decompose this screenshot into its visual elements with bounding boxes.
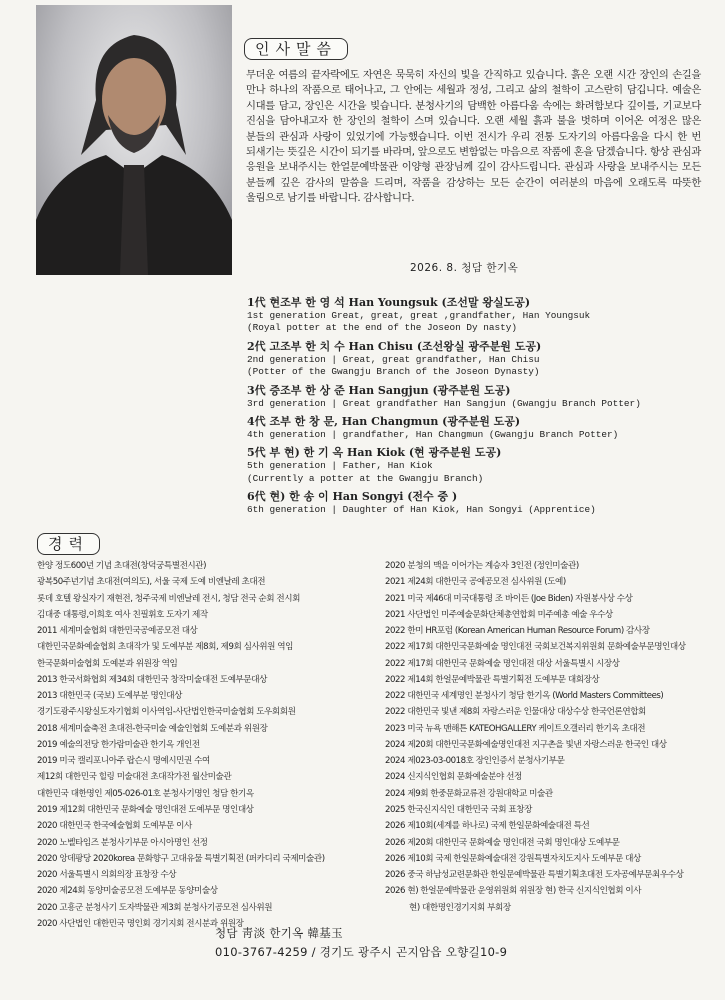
career-item: 2024 신지식인협회 문화예술분야 선정 — [385, 772, 522, 783]
career-item: 2020 제24회 동양미술공모전 도예부문 동양미술상 — [37, 886, 218, 897]
lineage-heading: 1代 현조부 한 영 석 Han Youngsuk (조선말 왕실도공) — [247, 296, 531, 309]
lineage-detail: 1st generation Great, great, great ,grandfather, Han Youngsuk — [247, 310, 591, 321]
lineage-entry-6 — [247, 489, 707, 516]
lineage-heading: 6代 현) 한 송 이 Han Songyi (전수 중 ) — [247, 490, 458, 504]
career-list-right — [385, 558, 720, 916]
career-item: 2022 제14회 한얼문예박물관 특별기획전 도예부문 대회장상 — [385, 674, 600, 685]
career-item: 2019 예술의전당 한가람미술관 한기옥 개인전 — [37, 739, 200, 750]
career-item: 제12회 대한민국 힐링 미술대전 초대작가전 월산미술관 — [37, 772, 232, 783]
artist-portrait-photo — [36, 5, 232, 275]
lineage-detail: (Royal potter at the end of the Joseon Dy nasty) — [247, 322, 518, 334]
lineage-heading: 5代 부 현) 한 기 옥 Han Kiok (현 광주분원 도공) — [247, 446, 502, 460]
lineage-heading: 3代 증조부 한 상 준 Han Sangjun (광주분원 도공) — [247, 383, 511, 397]
career-item: 2026 중국 하남성교련문화관 한일문예박물관 특별기획초대전 도자공예부문최우수상 — [385, 870, 684, 881]
career-section-title: 경력 — [37, 533, 100, 555]
career-item: 대한민국 대한명인 제05-026-01호 분청사기명인 청담 한기옥 — [37, 788, 254, 799]
lineage-entry-4 — [247, 414, 707, 441]
career-item: 한양 정도600년 기념 초대전(창덕궁특별전시관) — [37, 561, 207, 571]
lineage-detail: (Currently a potter at the Gwangju Branch) — [247, 472, 484, 484]
career-item: 대한민국문화예술협회 초대작가 및 도예부분 제8회, 제9회 심사위원 역임 — [37, 642, 293, 653]
lineage-heading: 4代 조부 한 창 문, Han Changmun (광주분원 도공) — [247, 415, 521, 429]
career-list-left — [37, 558, 373, 932]
career-item: 2026 제10회(세계를 하나로) 국제 한일문화예술대전 특선 — [385, 821, 590, 832]
greeting-paragraph: 무더운 여름의 끝자락에도 자연은 묵묵히 자신의 빛을 간직하고 있습니다. 흙은 오랜 시간 장인의 손길을 만나 하나의 작품으로 태어나고, 그 안에는 세월과 정성, 그리고 삶의 철학이 고스란히 담깁니다. 예술은 시대를 담고, 장인은 시간을 빚습니다. 분청사기의 담백한 아름다움 속에는 화려함보다 깊이를, 기교보다 진심을 담아내고자 한 장인의 철학이 스며 있습니다. 오랜 세월 흙과 불을 벗하며 이어온 여정은 많은 분들의 관심과 사랑이 있었기에 가능했습니다. 이번 전시가 우리 전통 도자기의 아름다움을 다시 한 번 되새기는 뜻깊은 시간이 되기를 바라며, 앞으로도 변함없는 마음으로 작품에 혼을 담겠습니다. 항상 관심과 응원을 보내주시는 한얼문예박물관 이양형 관장님께 깊이 감사드립니다. 관심과 사랑을 보내주시는 모든 분들께 깊은 감사의 말씀을 드리며, 작품을 감상하는 모든 순간이 여러분의 마음에 오래도록 따뜻한 울림으로 남기를 바랍니다. 감사합니다. — [246, 69, 701, 205]
lineage-detail: 3rd generation | Great grandfather Han Sangjun (Gwangju Branch Potter) — [247, 397, 641, 409]
career-item: 한국문화미술협회 도예분과 위원장 역임 — [37, 658, 178, 669]
career-item: 2013 대한민국 (국보) 도예부분 명인대상 — [37, 691, 182, 702]
lineage-detail: 5th generation | Father, Han Kiok — [247, 460, 433, 472]
career-item: 2026 제10회 국제 한일문화예술대전 강원특별자치도지사 도예부문 대상 — [385, 853, 641, 864]
career-item: 2021 사단법인 미주예술문화단체총연합회 미주예총 예술 우수상 — [385, 609, 613, 620]
career-item: 2024 제20회 대한민국문화예술명인대전 지구촌을 빛낸 자랑스러운 한국인 대상 — [385, 739, 667, 750]
career-item: 김대중 대통령,이희호 여사 친필휘호 도자기 제작 — [37, 609, 208, 620]
footer-contact-address: 010-3767-4259 / 경기도 광주시 곤지암읍 오향길10-9 — [215, 945, 508, 959]
lineage-entry-1 — [247, 295, 707, 335]
career-item: 경기도광주시왕실도자기협회 이사역임-사단법인한국미술협회 도우회회원 — [37, 707, 296, 718]
career-item: 2020 대한민국 한국예술협회 도예부문 이사 — [37, 821, 192, 832]
career-item: 2020 분청의 맥을 이어가는 계승자 3인전 (정인미술관) — [385, 561, 579, 571]
career-item: 2021 미국 제46대 미국대통령 조 바이든 (Joe Biden) 자원봉사상 수상 — [385, 593, 633, 604]
career-item: 2011 세계미술협회 대한민국공예공모전 대상 — [37, 626, 198, 637]
career-item: 광복50주년기념 초대전(여의도), 서울 국제 도예 비엔날레 초대전 — [37, 577, 266, 588]
career-item: 2026 현) 한얼문예박물관 운영위원회 위원장 현) 한국 신지식인협회 이사 — [385, 886, 642, 897]
career-item: 2024 제9회 한중문화교류전 강원대학교 미술관 — [385, 788, 553, 799]
greeting-section-title: 인사말씀 — [244, 38, 348, 60]
career-item: 2019 미국 캘리포니아주 랍슨시 명예시민권 수여 — [37, 756, 210, 767]
career-item: 2020 서울특별시 의회의장 표창장 수상 — [37, 870, 177, 881]
career-item: 2013 한국서화협회 제34회 대한민국 창작미술대전 도예부문대상 — [37, 674, 267, 685]
career-item: 2020 앙데팡당 2020korea 문화향구 고대유물 특별기획전 (퍼카디리 국제미술관) — [37, 853, 325, 864]
career-item: 2020 노벨타임즈 분청사기부문 아시아명인 선정 — [37, 837, 208, 848]
career-item: 롯데 호텔 왕실자기 재현전, 청주국제 비엔날레 전시, 청담 전국 순회 전시회 — [37, 593, 300, 604]
lineage-detail: 2nd generation | Great, great grandfather, Han Chisu — [247, 353, 540, 365]
career-item: 2018 세계미술축전 초대전-한국미술 예술인협회 도예분과 위원장 — [37, 723, 268, 734]
lineage-detail: 6th generation | Daughter of Han Kiok, Han Songyi (Apprentice) — [247, 504, 596, 516]
footer-artist-name: 청담 靑淡 한기옥 韓基玉 — [215, 926, 343, 940]
career-item: 2022 한미 HR포럼 (Korean American Human Resource Forum) 감사장 — [385, 626, 650, 637]
career-item: 2022 대한민국 빛낸 제8회 자랑스러운 인물대상 대상수상 한국언론연합회 — [385, 707, 646, 718]
career-item: 2025 한국신지식인 대한민국 국회 표창장 — [385, 804, 532, 815]
lineage-heading: 2代 고조부 한 치 수 Han Chisu (조선왕실 광주분원 도공) — [247, 339, 542, 353]
lineage-entry-5 — [247, 445, 707, 485]
career-item: 2019 제12회 대한민국 문화예술 명인대전 도예부문 명인대상 — [37, 804, 254, 815]
lineage-detail: (Potter of the Gwangju Branch of the Joseon Dynasty) — [247, 366, 540, 378]
career-item: 2020 고흥군 분청사기 도자박물관 제3회 분청사기공모전 심사위원 — [37, 902, 273, 913]
career-item: 2023 미국 뉴욕 맨해튼 KATEOHGALLERY 케이트오갤러리 한기옥 초대전 — [385, 723, 646, 734]
greeting-signature: 2026. 8. 청담 한기옥 — [410, 262, 519, 274]
career-item: 2020 사단법인 대한민국 명인회 경기지회 전시분과 위원장 — [37, 918, 244, 929]
lineage-list — [247, 295, 707, 521]
lineage-entry-3 — [247, 383, 707, 410]
career-item: 2021 제24회 대한민국 공예공모전 심사위원 (도예) — [385, 577, 566, 588]
career-item: 2022 제17회 대한민국 문화예술 명인대전 대상 서울특별시 시장상 — [385, 658, 620, 669]
career-item: 2022 제17회 대한민국문화예술 명인대전 국회보건복지위원회 문화예술부문명인대상 — [385, 642, 686, 653]
career-item: 2026 제20회 대한민국 문화예술 명인대전 국회 명인대상 도예부문 — [385, 837, 620, 848]
lineage-detail: 4th generation | grandfather, Han Changmun (Gwangju Branch Potter) — [247, 429, 619, 441]
career-item: 2022 대한민국 세계명인 분청사기 청담 한기옥 (World Masters Committees) — [385, 691, 664, 702]
lineage-entry-2 — [247, 339, 707, 379]
career-item: 현) 대한명인경기지회 부회장 — [409, 902, 511, 913]
career-item: 2024 제023-03-0018호 장인인증서 분청사기부문 — [385, 756, 565, 767]
